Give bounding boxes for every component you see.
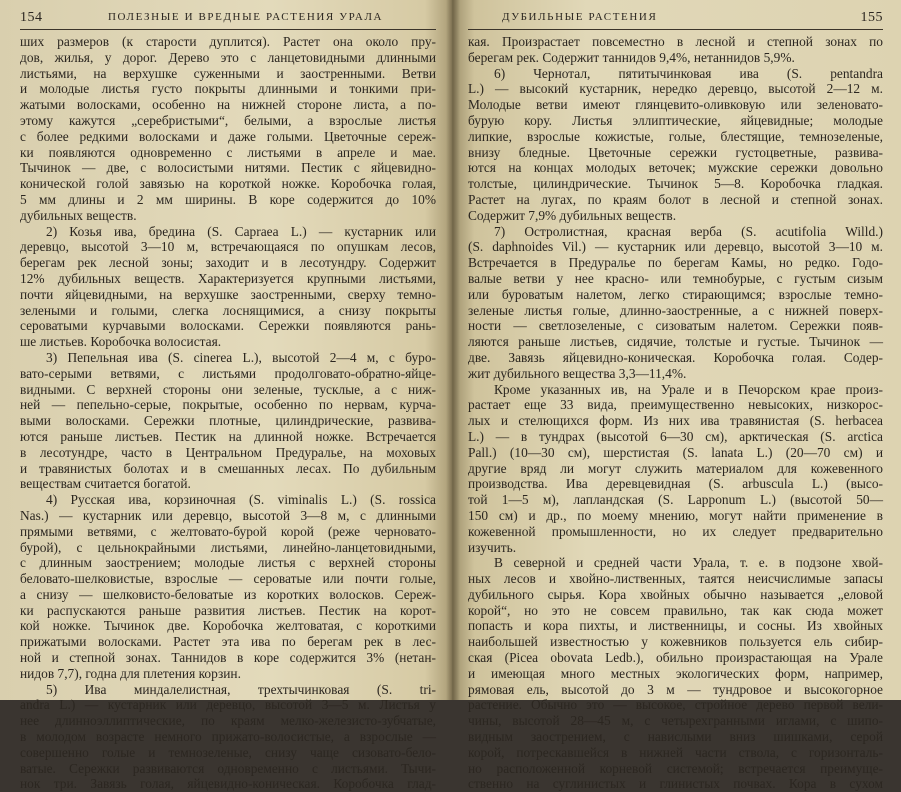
text-line: наибольшей известностью у кожевников пользуется ель сибир- (468, 634, 883, 650)
text-line: другие вряд ли могут служить материалом для кожевенного (468, 460, 883, 476)
text-line: ственно на суглинистых и глинистых почвах. Кора в сухом (468, 776, 883, 792)
text-line: 4) Русская ива, корзиночная (S. viminalis L.) (S. rossica (46, 492, 436, 508)
right-page-text (468, 34, 883, 792)
text-line: ляются раньше листьев, сидячие, толстые и густые. Тычинок — (468, 334, 883, 350)
text-line: с более редкими волосками и даже голыми. Цветочные сереж- (20, 128, 436, 144)
text-line: берегам рек лесной зоны; заходит и в лесотундру. Содержит (20, 255, 436, 271)
text-line: нок три. Завязь голая, яйцевидно-коническая. Коробочка глад- (20, 776, 436, 792)
text-line: и травянистых болотах и в смешанных лесах. По дубильным (20, 460, 436, 476)
text-line: (S. daphnoides Vil.) — кустарник или деревцо, высотой 3—10 м. (468, 239, 883, 255)
text-line: липкие, взрослые кожистые, голые, блестящие, темнозеленые, (468, 128, 883, 144)
text-line: совершенно голые и темнозеленые, снизу чаще сизовато-бело- (20, 744, 436, 760)
text-line: В северной и средней части Урала, т. е. в подзоне хвой- (494, 555, 883, 571)
text-line: Nas.) — кустарник или деревцо, высотой 3—8 м, с длинными (20, 507, 436, 523)
text-line: ются на концах молодых веточек; мужские сережки довольно (468, 160, 883, 176)
text-line: бурой), с цельнокрайными листьями, линейно-ланцетовидными, (20, 539, 436, 555)
text-line: дубильных веществ. (20, 207, 137, 223)
text-line: жит дубильного вещества 3,3—11,4%. (468, 365, 687, 381)
text-line: дов, жилья, у дорог. Дерево это с ланцетовидными длинными (20, 49, 436, 65)
text-line: 6) Чернотал, пятитычинковая ива (S. pentandra (494, 65, 883, 81)
right-page-number: 155 (860, 10, 883, 25)
text-line: 150 см) и др., по моему мнению, могут найти применение в (468, 507, 883, 523)
text-line: кой ножке. Тычинок две. Коробочка желтоватая, с короткими (20, 618, 436, 634)
text-line: зеленые листья голые, длинно-заостренные, а с нижней поверх- (468, 302, 883, 318)
text-line: Кроме указанных ив, на Урале и в Печорском крае произ- (494, 381, 883, 397)
left-page-text (20, 34, 436, 792)
text-line: Молодые ветви имеют глянцевито-оливковую или зеленовато- (468, 97, 883, 113)
text-line: L.) — в тундрах (высотой 6—30 см), арктическая (S. arctica (468, 428, 883, 444)
text-line: или буроватым налетом, легко стирающимся; взрослые темно- (468, 286, 883, 302)
text-line: ки появляются одновременно с листьями в апреле и мае. (20, 144, 436, 160)
left-running-title: ПОЛЕЗНЫЕ И ВРЕДНЫЕ РАСТЕНИЯ УРАЛА (108, 11, 384, 23)
text-line: лых и стелющихся форм. Из них ива травянистая (S. herbacea (468, 413, 883, 429)
text-line: корой, потрескавшейся в нижней части ствола, с горизонталь- (468, 744, 883, 760)
text-line: Встречается в Предуралье по берегам Камы, но редко. Годо- (468, 255, 883, 271)
text-line: а снизу — шелковисто-беловатые из коротких волосков. Сереж- (20, 586, 436, 602)
text-line: в молодом возрасте немного прижато-волосистые, а взрослые — (20, 729, 436, 745)
text-line: толстые, цилиндрические. Тычинок 5—8. Коробочка гладкая. (468, 176, 883, 192)
text-line: той 1—5 м), лапландская (S. Lapponum L.) (высотой 50— (468, 492, 883, 508)
text-line: но расположенной корневой системой; встречается преимуще- (468, 760, 883, 776)
text-line: ватые. Сережки развиваются одновременно с листьями. Тычи- (20, 760, 436, 776)
text-line: производства. Ива деревцевидная (S. arbuscula L.) (высо- (468, 476, 883, 492)
text-line: 3) Пепельная ива (S. cinerea L.), высотой 2—4 м, с буро- (46, 349, 436, 365)
text-line: внизу бледные. Цветочные сережки густоцветные, развива- (468, 144, 883, 160)
text-line: L.) — высокий кустарник, нередко деревцо, высотой 2—12 м. (468, 81, 883, 97)
book-gutter (446, 0, 460, 700)
right-page (452, 0, 901, 792)
text-line: берегам рек. Содержит таннидов 9,4%, нетаннидов 5,9%. (468, 49, 795, 65)
text-line: ных лесов и хвойно-лиственных, таятся неисчислимые запасы (468, 571, 883, 587)
text-line: ней — пепельно-серые, покрытые, особенно по нервам, курча- (20, 397, 436, 413)
text-line: рямовая ель, высотой до 3 м — тундровое и высокогорное (468, 681, 883, 697)
left-page-number: 154 (20, 10, 43, 25)
text-line: этому кажутся „серебристыми“, белыми, а взрослые листья (20, 112, 436, 128)
text-line: Pall.) (10—30 см), шерстистая (S. lanata L.) (20—70 см) и (468, 444, 883, 460)
text-line: ше листьев. Коробочка волосистая. (20, 334, 222, 350)
text-line: валые ветви у нее красно- или темнобурые, с густым сизым (468, 270, 883, 286)
text-line: дубильного сырья. Кора хвойных обычно называется „еловой (468, 586, 883, 602)
text-line: жатыми волосками, особенно на нижней стороне листа, а по- (20, 97, 436, 113)
text-line: ности — светлозеленые, с сизоватым налетом. Сережки появ- (468, 318, 883, 334)
text-line: Тычинок — две, с волосистыми нитями. Пестик с яйцевидно- (20, 160, 436, 176)
right-running-title: ДУБИЛЬНЫЕ РАСТЕНИЯ (502, 11, 658, 23)
text-line: 12% дубильных веществ. Характеризуется крупными листьями, (20, 270, 436, 286)
right-header-rule (468, 29, 883, 30)
text-line: растение. Обычно это — высокое, стройное дерево первой вели- (468, 697, 883, 713)
left-page-header (20, 10, 436, 26)
text-line: ной и степной зонах. Таннидов в коре содержится 3% (нетан- (20, 650, 436, 666)
text-line: зелеными и голыми, слегка лоснящимися, а снизу покрыты (20, 302, 436, 318)
text-line: беловато-шелковистые, взрослые — сероватые или почти голые, (20, 571, 436, 587)
text-line: нее длинноэллиптические, по краям мелко-железисто-зубчатые, (20, 713, 436, 729)
text-line: с длинным заострением; молодые листья с верхней стороны (20, 555, 436, 571)
text-line: ших размеров (к старости дуплится). Растет она около пру- (20, 34, 436, 49)
text-line: деревцо, высотой 3—10 м, встречающаяся по опушкам лесов, (20, 239, 436, 255)
text-line: сероватыми курчавыми волосками. Сережки появляются рань- (20, 318, 436, 334)
text-line: почти яйцевидными, на верхушке заостренными, сверху темно- (20, 286, 436, 302)
text-line: бурую кору. Листья эллиптические, яйцевидные; молодые (468, 112, 883, 128)
text-line: веществам считается богатой. (20, 476, 191, 492)
text-line: 7) Остролистная, красная верба (S. acutifolia Willd.) (494, 223, 883, 239)
text-line: прижатыми волосками. Растет эта ива по берегам рек в лес- (20, 634, 436, 650)
text-line: две. Завязь яйцевидно-коническая. Коробочка голая. Содер- (468, 349, 883, 365)
text-line: ки распускаются раньше развития листьев. Пестик на корот- (20, 602, 436, 618)
text-line: andra L.) — кустарник или деревцо, высотой 3—5 м. Листья у (20, 697, 436, 713)
left-header-rule (20, 29, 436, 30)
text-line: попасть и кора пихты, и лиственницы, и сосны. Из хвойных (468, 618, 883, 634)
text-line: 2) Козья ива, бредина (S. Capraea L.) — кустарник или (46, 223, 436, 239)
right-page-header (468, 10, 883, 26)
text-line: чины, высотой 28—45 м, с четырехгранными иглами, с шипо- (468, 713, 883, 729)
text-line: и имеющая много местных экологических форм, например, (468, 665, 883, 681)
text-line: конической голой завязью на короткой ножке. Коробочка голая, (20, 176, 436, 192)
text-line: прямыми ветвями, с желтовато-бурой корой (реже черновато- (20, 523, 436, 539)
text-line: видным заострением, с навислыми вниз шишками, серой (468, 729, 883, 745)
text-line: выми волосками. Сережки плотные, цилиндрические, развива- (20, 413, 436, 429)
text-line: Растет на лугах, по краям болот в лесной и степной зонах. (468, 191, 883, 207)
text-line: листьями, на верхушке суженными и заостренными. Ветви (20, 65, 436, 81)
text-line: растает еще 33 вида, преимущественно невысоких, низкорос- (468, 397, 883, 413)
text-line: нидов 7,7), годна для плетения корзин. (20, 665, 241, 681)
text-line: изучить. (468, 539, 517, 555)
text-line: ская (Picea obovata Ledb.), обильно произрастающая на Урале (468, 650, 883, 666)
text-line: и молодые листья густо покрыты длинными и тонкими при- (20, 81, 436, 97)
text-line: 5) Ива миндалелистная, трехтычинковая (S. tri- (46, 681, 436, 697)
text-line: 5 мм длины и 2 мм ширины. В коре содержится до 10% (20, 191, 436, 207)
text-line: кожевенной промышленности, но их следует предварительно (468, 523, 883, 539)
text-line: в лесотундре, часто в Центральном Предуралье, на моховых (20, 444, 436, 460)
text-line: ются раньше листьев. Пестик на длинной ножке. Встречается (20, 428, 436, 444)
text-line: вато-серыми ветвями, с листьями продолговато-обратно-яйце- (20, 365, 436, 381)
text-line: видными. С верхней стороны они зеленые, тусклые, а с ниж- (20, 381, 436, 397)
text-line: корой“, но это не совсем правильно, так как сюда может (468, 602, 883, 618)
text-line: Содержит 7,9% дубильных веществ. (468, 207, 677, 223)
text-line: кая. Произрастает повсеместно в лесной и степной зонах по (468, 34, 883, 49)
